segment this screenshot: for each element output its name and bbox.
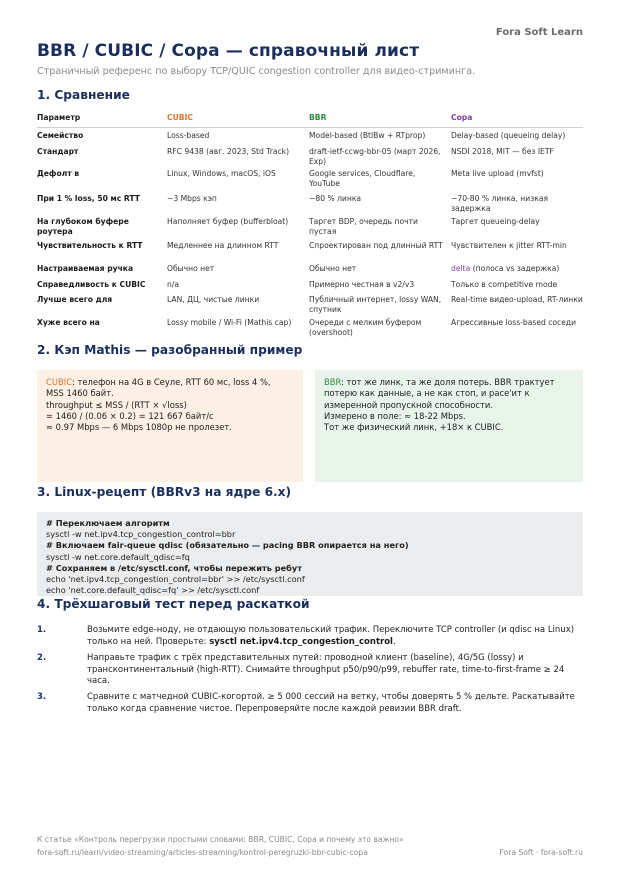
code-line: echo 'net.ipv4.tcp_congestion_control=bbr' >> /etc/sysctl.conf [46,574,305,585]
table-cell: Google services, Cloudflare, YouTube [309,169,416,189]
table-cell: Очереди с мелким буфером (overshoot) [309,318,422,338]
step-number: 1. [37,625,47,635]
bbr-line: : тот же линк, та же доля потерь. BBR трактует [341,377,555,387]
bbr-line: измеренной пропускной способности. [324,399,494,410]
section-heading-linux: 3. Linux-рецепт (BBRv3 на ядре 6.x) [37,485,292,499]
table-cell: При 1 % loss, 50 мс RTT [37,194,140,203]
bbr-label: BBR [324,377,342,387]
table-cell: Таргет queueing-delay [451,217,540,226]
table-cell: Чувствителен к jitter RTT-min [451,241,567,250]
table-cell: Наполняет буфер (bufferbloat) [167,217,289,226]
cubic-line: throughput ≤ MSS / (RTT × √loss) [46,399,187,410]
table-cell: Примерно честная в v2/v3 [309,280,415,289]
footer-url[interactable]: fora-soft.ru/learn/video-streaming/articles-streaming/kontrol-peregruzki-bbr-cubic-copa [37,848,368,857]
table-cell: Справедливость к CUBIC [37,280,146,289]
table-cell: Спроектирован под длинный RTT [309,241,443,250]
cubic-line: ≈ 0.97 Mbps — 6 Mbps 1080p не пролезет. [46,422,232,433]
page-subtitle: Страничный референс по выбору TCP/QUIC congestion controller для видео-стриминга. [37,66,476,77]
table-cell: NSDI 2018, MIT — без IETF [451,147,554,156]
table-cell: Loss-based [167,131,210,140]
table-cell: ~3 Mbps кэп [167,194,217,203]
code-block [37,512,583,596]
table-cell: Публичный интернет, lossy WAN, спутник [309,295,442,315]
table-cell: Хуже всего на [37,318,100,327]
table-cell: Linux, Windows, macOS, iOS [167,169,276,178]
code-line: sysctl -w net.ipv4.tcp_congestion_control=bbr [46,529,236,540]
table-cell: Только в competitive mode [451,280,558,289]
comparison-table [37,113,583,338]
table-cell: draft-ietf-ccwg-bbr-05 (март 2026, Exp) [309,147,441,167]
table-header [37,113,583,128]
step-number: 3. [37,692,47,702]
table-cell: Delay-based (queueing delay) [451,131,566,140]
step-number: 2. [37,653,47,663]
cubic-line: : телефон на 4G в Сеуле, RTT 60 мс, loss 4 %, [72,377,271,387]
footer-brand: Fora Soft · fora-soft.ru [499,848,583,857]
table-cell: ~80 % линка [309,194,362,203]
bbr-line: Тот же физический линк, +18× к CUBIC. [324,422,504,433]
footer-article-ref: К статье «Контроль перегрузки простыми словами: BBR, CUBIC, Copa и почему это важно» [37,835,404,844]
table-cell: Настраиваемая ручка [37,264,134,273]
cubic-line: = 1460 / (0.06 × 0.2) = 121 667 байт/с [46,410,214,421]
step-text: Сравните с матчедной CUBIC-когортой. ≥ 5 000 сессий на ветку, чтобы доверять 5 % дельте. Раскатывайте только когда сравнение чистое. Перепроверяйте после каждой ревизии BBR draft. [87,692,575,714]
step-text: Направьте трафик с трёх представительных путей: проводной клиент (baseline), 4G/5G (lossy) и трансконтинентальный (high-RTT). Снимайте throughput p50/p90/p99, rebuffer rate, time-to-first-frame ≥ 24 часа. [87,653,565,687]
bbr-line: потерю как данные, а не как стоп, и расе'ит к [324,388,530,399]
table-cell: Real-time видео-upload, RT-линки [451,295,583,304]
header-param: Параметр [37,113,81,122]
table-cell: Медленнее на длинном RTT [167,241,279,250]
table-cell: Лучше всего для [37,295,113,304]
code-line: echo 'net.core.default_qdisc=fq' >> /etc/sysctl.conf [46,585,260,596]
header-cubic: CUBIC [167,113,193,122]
table-cell: Семейство [37,131,84,140]
table-cell: LAN, ДЦ, чистые линки [167,295,260,304]
table-cell: Обычно нет [309,264,357,273]
table-cell: Стандарт [37,147,79,156]
table-cell: n/a [167,280,180,289]
header-bbr: BBR [309,113,327,122]
bbr-example-box [315,370,583,482]
section-heading-test: 4. Трёхшаговый тест перед раскаткой [37,597,310,611]
table-cell: Model-based (BtlBw + RTprop) [309,131,426,140]
code-comment: # Сохраняем в /etc/sysctl.conf, чтобы пережить ребут [46,562,302,573]
table-cell: На глубоком буфере роутера [37,217,129,237]
table-cell: Таргет BDP, очередь почти пустая [309,217,418,237]
brand-label: Fora Soft Learn [495,27,583,38]
section-heading-comparison: 1. Сравнение [37,88,130,102]
table-cell: Агрессивные loss-based соседи [451,318,577,327]
section-heading-mathis: 2. Кэп Mathis — разобранный пример [37,343,303,357]
table-cell: Lossy mobile / Wi-Fi (Mathis cap) [167,318,292,327]
table-cell: RFC 9438 (авг. 2023, Std Track) [167,147,290,156]
bbr-line: Измерено в поле: ≈ 18-22 Mbps. [324,410,466,421]
table-cell: delta (полоса vs задержка) [451,264,560,273]
cubic-label: CUBIC [46,377,73,387]
header-copa: Copa [451,113,473,122]
table-cell: Чувствительность к RTT [37,241,143,250]
code-comment: # Переключаем алгоритм [46,518,170,528]
cubic-example-box [37,370,303,482]
cubic-line: MSS 1460 байт. [46,388,114,399]
table-cell: Meta live upload (mvfst) [451,169,544,178]
table-cell: ~70-80 % линка, низкая задержка [451,194,549,214]
table-cell: Обычно нет [167,264,215,273]
code-line: sysctl -w net.core.default_qdisc=fq [46,551,190,562]
step-text: Возьмите edge-ноду, не отдающую пользовательский трафик. Переключите TCP controller (и qdisc на Linux) только на ней. Проверьте: sysctl net.ipv4.tcp_congestion_control. [87,625,575,647]
code-comment: # Включаем fair-queue qdisc (обязательно — pacing BBR опирается на него) [46,540,409,551]
page-title: BBR / CUBIC / Copa — справочный лист [37,41,420,61]
table-cell: Дефолт в [37,169,80,178]
